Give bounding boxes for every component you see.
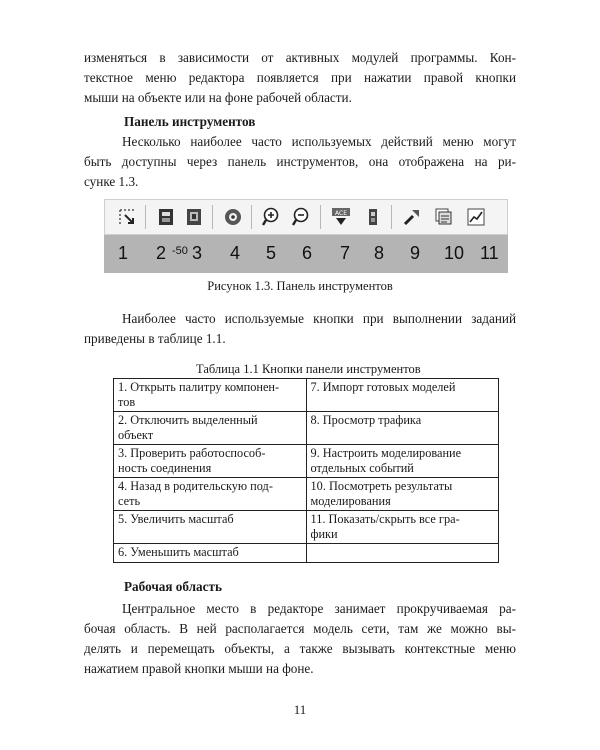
select-icon[interactable]: [115, 205, 139, 229]
table-row: [114, 478, 499, 511]
import-models-icon[interactable]: [329, 205, 353, 229]
figure-number: 4: [230, 243, 241, 263]
table-title: Таблица 1.1 Кнопки панели инструментов: [196, 362, 421, 376]
configure-events-icon[interactable]: [400, 205, 424, 229]
text-line: приведены в таблице 1.1.: [84, 331, 226, 346]
table-cell: 11. Показать/скрыть все гра- фики: [306, 511, 499, 544]
text-line: мыши на объекте или на фоне рабочей области.: [84, 90, 352, 105]
toolbar-separator: [145, 205, 146, 229]
figure-number: 5: [266, 243, 277, 263]
text-line: сунке 1.3.: [84, 174, 139, 189]
toolbar-separator: [391, 205, 392, 229]
view-traffic-icon[interactable]: [361, 205, 385, 229]
table-cell: 1. Открыть палитру компонен- тов: [114, 379, 307, 412]
table-cell: 10. Посмотреть результаты моделирования: [306, 478, 499, 511]
table-row: [114, 511, 499, 544]
zoom-out-icon[interactable]: [290, 205, 314, 229]
figure-number: 2: [156, 243, 167, 263]
text-line: нажатием правой кнопки мыши на фоне.: [84, 661, 314, 676]
table-cell: [306, 544, 499, 563]
buttons-table: [113, 378, 499, 563]
table-row: [114, 379, 499, 412]
open-palette-icon[interactable]: [154, 205, 178, 229]
toolbar-separator: [251, 205, 252, 229]
figure-number: 3: [192, 243, 203, 263]
text-line: изменяться в зависимости от активных модулей программы. Кон-: [84, 50, 516, 65]
figure-number: 10: [444, 243, 465, 263]
figure-number: 6: [302, 243, 313, 263]
table-row: [114, 445, 499, 478]
work-area-paragraph: [84, 599, 516, 679]
table-row: [114, 412, 499, 445]
text-line: Наиболее часто используемые кнопки при выполнении заданий: [122, 311, 516, 326]
table-cell: 6. Уменьшить масштаб: [114, 544, 307, 563]
text-line: быть доступны через панель инструментов, она отображена на ри-: [84, 154, 516, 169]
table-cell: 3. Проверить работоспособ- ность соединения: [114, 445, 307, 478]
table-cell: 4. Назад в родительскую под- сеть: [114, 478, 307, 511]
section-heading-toolbar: Панель инструментов: [124, 114, 256, 129]
figure-number: -50: [172, 245, 188, 257]
figure-number: 7: [340, 243, 351, 263]
toolbar-separator: [212, 205, 213, 229]
zoom-in-icon[interactable]: [260, 205, 284, 229]
toggle-graphs-icon[interactable]: [464, 205, 488, 229]
text-line: текстное меню редактора появляется при нажатии правой кнопки: [84, 70, 516, 85]
toolbar-paragraph: [84, 132, 516, 192]
figure-number: 8: [374, 243, 385, 263]
table-cell: 2. Отключить выделенный объект: [114, 412, 307, 445]
section-heading-work-area: Рабочая область: [124, 579, 222, 594]
text-line: делять и перемещать объекты, а также вызывать контекстные меню: [84, 641, 516, 656]
figure-number: 11: [480, 243, 499, 263]
figure-number: 1: [118, 243, 129, 263]
disable-object-icon[interactable]: [182, 205, 206, 229]
page-number: 11: [293, 702, 307, 717]
table-cell: 8. Просмотр трафика: [306, 412, 499, 445]
text-line: Несколько наиболее часто используемых действий меню могут: [122, 134, 516, 149]
intro-paragraph: [84, 48, 516, 108]
svg-text:ACE: ACE: [335, 210, 347, 217]
view-results-icon[interactable]: [432, 205, 456, 229]
table-cell: 5. Увеличить масштаб: [114, 511, 307, 544]
check-health-icon[interactable]: [221, 205, 245, 229]
toolbar-number-strip: [104, 235, 508, 273]
figure-number: 9: [410, 243, 421, 263]
text-line: бочая область. В ней располагается модель сети, там же можно вы-: [84, 621, 516, 636]
figure-caption: Рисунок 1.3. Панель инструментов: [207, 279, 393, 293]
table-intro-paragraph: [84, 309, 516, 349]
toolbar-separator: [320, 205, 321, 229]
table-row: [114, 544, 499, 563]
table-cell: 7. Импорт готовых моделей: [306, 379, 499, 412]
text-line: Центральное место в редакторе занимает прокручиваемая ра-: [122, 601, 516, 616]
table-cell: 9. Настроить моделирование отдельных событий: [306, 445, 499, 478]
toolbar-figure: [104, 199, 508, 235]
